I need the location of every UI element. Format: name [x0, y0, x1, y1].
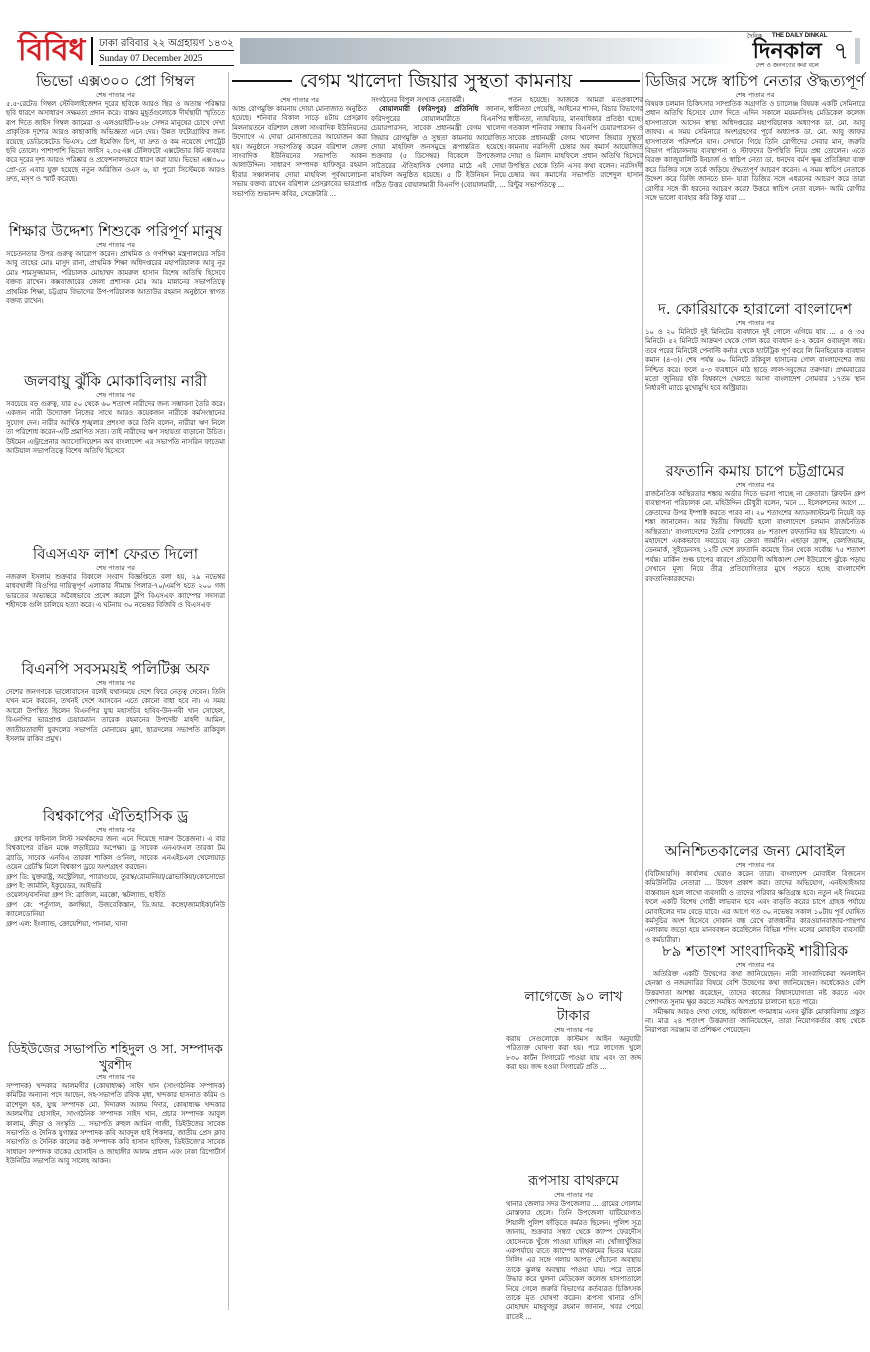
continued-label: শেষ পাতার পর: [554, 1026, 593, 1034]
article-body: সবচেয়ে বড় গুরুত্ব, যার ৫০ থেকে ৬০ শতাংশ নারীদের জন্য সম্ভাবনা তৈরি করে। একজন নারী উদ্যোক্তা নিজের সাথে আরও কয়েকজন নারীকে কর্মসংস্থানের সুযোগ দেন। নারীর আর্থিক শৃঙ্খলার প্রশংসা করে তিনি বলেন, নারীরা ঋণ নিলে তা পরিশোধ করেন-এটি প্রমাণিত সত্য। তাই নারীদের ঋণ সহায়তা বাড়ানো উচিত। উইমেন এন্ট্রাপ্রেনার অ্যাসোসিয়েশন অব বাংলাদেশ এর সভাপতি নাসরিন ফাতেমা আউয়াল সভাপতিত্বে বিশেষ অতিথি হিসেবে: [6, 400, 225, 456]
logo-english: THE DAILY DINKAL: [772, 33, 828, 39]
paragraph: অতিরিক্ত একটি উদ্বেগের কথা জানিয়েছেন। নারী সাংবাদিকেরা অনলাইন হেনস্তা ও নজরদারির বিষয়ে বেশি উদ্বেগের কথা জানিয়েছেন। অর্ধেকেরও বেশি উত্তরদাতা আশঙ্কা করেছেন, তাদের কাজের বিশ্বাসযোগ্যতা নষ্ট করতে এবং পেশাগত সুনাম ক্ষুণ্ণ করতে সমন্বিত অপপ্রচার চালানো হতে পারে।: [645, 970, 865, 1007]
paragraph: গ্রুপের ফাইনাল লিস্ট সমর্থকদের জন্য এনে দিয়েছে দারুণ উত্তেজনা। এ বার বিশ্বকাপের রঙিন মঞ্চে লড়াইয়ের অপেক্ষা। ড্র সাবেক এনএফএল তারকা টম ব্র্যাডি, সাবেক এনবিএ তারকা শাকিল ও'নিল, সাবেক এনএইচএল খেলোয়াড় ওয়েন গ্রেটস্কি মিলে বিশ্বকাপ ড্রয়ে অংশগ্রহণ করছেন।: [6, 835, 225, 872]
top-rule: [18, 31, 852, 32]
paragraph: সমীক্ষায় আরও দেখা গেছে, অধিকাংশ গণমাধ্যম এসব ঝুঁকি মোকাবিলায় প্রস্তুত না। মাত্র ২৪ শতাংশ উত্তরদাতা জানিয়েছেন, তারা নিয়োগকর্তার কাছ থেকে নিরাপত্তা সরঞ্জাম বা প্রশিক্ষণ পেয়েছেন।: [645, 1007, 865, 1035]
masthead-divider: [91, 37, 93, 65]
group-line: গ্রুপ ডি: যুক্তরাষ্ট্র, অস্ট্রেলিয়া, প্যারাগুয়ে, তুরস্ক/রোমানিয়া/স্লোভাকিয়া/কোসোভো গ্রুপ ই: জার্মানি, ইকুয়েডর, আইভরি: [6, 872, 225, 891]
page-number-bar: [855, 38, 860, 64]
article-journalists-survey: [645, 942, 865, 1308]
column-rule: [228, 72, 229, 1310]
article-body: বিষয়ক চলমান চিকিৎসার সাম্প্রতিক অগ্রগতি ও চ্যালেঞ্জ বিষয়ক একটি সেমিনারে প্রধান অতিথি হিসেবে যোগ দিতে এদিন সকালে ময়মনসিংহ মেডিকেল কলেজ হাসপাতালে আসেন স্বাস্থ্য অধিদপ্তরের মহাপরিচালক অধ্যাপক ডা. মো. আবু জাফর। এ সময় সেমিনারে অংশগ্রহণের পূর্বে অধ্যাপক ডা. মো. আবু জাফর হাসপাতাল পরিদর্শনে যান। সেখানে গিয়ে তিনি রোগীদের সেবার মান, জরুরি বিভাগ পরিচালনায় ব্যবস্থাপনা ও স্টাফদের উপস্থিতি নিয়ে প্রশ্ন তোলেন। এতে বিরক্ত ক্যাজুয়ালিটি ইনচার্জ ও স্বাচিপ নেতা ডা. ধনদেব বর্মণ ক্ষুব্ধ প্রতিক্রিয়া ব্যক্ত করে ডিজির সঙ্গে তর্কে জড়িয়ে ঔদ্ধত্যপূর্ণ আচরণ করেন। এ সময় স্বাচিপ নেতাকে উদ্দেশ করে ডিজি জানতে চান- যারা ডিজির সঙ্গে এধরনের আচরণ করে তারা রোগীর সঙ্গে কী ধরনের আচরণ করে? উত্তরে স্বাচিপ নেতা বলেন- আমি রোগীর সঙ্গে ভালো ব্যবহার করি কিন্তু যারা ...: [645, 100, 865, 203]
continued-label: শেষ পাতার পর: [554, 1191, 593, 1199]
article-mobile-strike: [645, 842, 865, 944]
paragraph: সংগঠনের বিপুল সংখ্যক নেতাকর্মী।: [371, 96, 465, 104]
article-export-chattogram: [645, 462, 865, 840]
article-vivo: [6, 72, 225, 220]
headline: বিএনপি সবসময়ই পলিটিক্স অফ: [21, 660, 210, 678]
article-body: আশু রোগমুক্তি কামনায় দোয়া মোনাজাত অনুষ্ঠিত হয়েছে। শনিবার বিকাল সাড়ে ৪টায় প্রেসক্লাব মিলনায়তনে বরিশাল জেলা সাংবাদিক ইউনিয়নের উদ্যোগে এ দোয়া মোনাজাতের আয়োজন করা হয়। অনুষ্ঠানে সভাপতিত্ব করেন বরিশাল জেলা সাংবাদিক ইউনিয়নের সভাপতি আকন আলাউদ্দিন। সাধারণ সম্পাদক হাফিজুর রহমান হীরার সঞ্চালনায় দোয়া মাহফিল পূর্বআলোচনা সভায় বক্তব্য রাখেন বরিশাল প্রেসক্লাবের ভারপ্রাপ্ত সভাপতি শুভানন্দ কবির, সেক্রেটারি ...: [232, 105, 367, 198]
article-education: [6, 222, 225, 370]
headline: ডিইউজের সভাপতি শহিদুল ও সা. সম্পাদক খুরশীদ: [8, 1041, 223, 1072]
article-bsf: [6, 545, 225, 657]
group-line: গ্রুপ এল: ইংল্যান্ড, ক্রোয়েশিয়া, পানামা, ঘানা: [6, 919, 128, 928]
article-luggage: [506, 988, 641, 1168]
headline: ৮৯ শতাংশ সাংবাদিকই শারীরিক: [661, 942, 849, 960]
headline: লাগেজে ৯০ লাখ টাকার: [524, 989, 623, 1024]
article-body: রাজনৈতিক অস্থিরতার শঙ্কায় অর্ডার দিতে ভরসা পাচ্ছে না ক্রেতারা। ক্লিফটন গ্রুপ ব্যবস্থাপনা পরিচালক মো. মহিউদ্দিন চৌধুরী বলেন, 'মনে ... ইলেকশনের আগে ... ক্রেতাদের উপর ইম্পাক্ট করতে পারব না। ২০ শতাংশের অ্যাডজাস্টমেন্ট নিয়েই বড় শঙ্কা জানালেন। আর দ্বিতীয় বিষয়টি হলো বাংলাদেশে চলমান রাজনৈতিক অস্থিরতা।' বাংলাদেশের তৈরি পোশাকের ৪৮ শতাংশ রফতানির হয় ইউরোপে। এ মহাদেশে এককভাবে সবচেয়ে বড় ক্রেতা জার্মানি। এছাড়া ফ্রান্স, বেলজিয়াম, ডেনমার্ক, সুইডেনসহ ১২টি দেশে রফতানি কমেছে তিন থেকে সর্বোচ্চ ৭৫ শতাংশ পর্যন্ত। মার্কিন শুল্ক চাপের কারণে প্রতিযোগী অধিকাংশ দেশ ইউরোপে ঝুঁকে পড়ায় সেখানে মূল্য নিয়ে তীব্র প্রতিযোগিতার মুখে পড়তে হচ্ছে বাংলাদেশি রফতানিকারকদের।: [645, 490, 865, 583]
article-body: করায় সেগুলোকে কাস্টমস আইন অনুযায়ী পরিত্যক্ত ঘোষণা করা হয়। পরে লাগেজ খুলে ৮৩০ কার্টন সিগারেট পাওয়া যায় এবং তা জব্দ করা হয়। জব্দ হওয়া সিগারেট প্রতি ...: [506, 1035, 641, 1072]
masthead-banner: [240, 38, 741, 64]
article-body: নজরুল ইসলাম শুক্রবার বিকালে সংবাদ বিজ্ঞপ্তিতে বলা হয়, ২৯ নভেম্বর মাধবখালী বিওপির দায়িত্বপূর্ণ এলাকার সীমান্ত পিলার-৭০/এমপি হতে ২০০ গজ ভারতের অভ্যন্তরে অবৈধভাবে প্রবেশ করলে টুপি বিএসএফ ক্যাম্পের সদস্যরা শহীদকে গুলি চালিয়ে হত্যা করে। এ ঘটনায় ৩০ নভেম্বর বিজিবি ও বিএসএফ: [6, 573, 225, 610]
dateline: বোয়ালমারী (ফরিদপুর) প্রতিনিধি: [379, 105, 479, 114]
main-headline: বেগম খালেদা জিয়ার সুস্থতা কামনায়: [299, 69, 573, 92]
section-name: বিবিধ: [18, 33, 86, 68]
headline: বিএসএফ লাশ ফেরত দিলো: [32, 545, 199, 563]
headline: জলবায়ু ঝুঁকি মোকাবিলায় নারী: [23, 372, 208, 390]
headline: বিশ্বকাপের ঐতিহাসিক ড্র: [42, 807, 189, 825]
article-body: [645, 970, 865, 1036]
logo-tagline: দেশ ও জনগণের কথা বলে: [755, 62, 819, 69]
continued-label: শেষ পাতার পর: [735, 961, 775, 969]
article-bnp: [6, 660, 225, 805]
logo-prefix: দৈনিক: [746, 33, 763, 40]
article-korea-hockey: [645, 300, 865, 460]
logo-block: [747, 33, 827, 69]
article-body: (বিটিআরসি) কার্যালয় ঘেরাও করেন তারা। বাংলাদেশ মোবাইল বিজনেস কমিউনিটির নেতারা ... উদ্বেগ প্রকাশ করা। তাদের অভিযোগ, এনইআইআর বাস্তবায়ন হলে লাখো ব্যবসায়ী ও তাদের পরিবার ক্ষতিগ্রস্ত হবে। নতুন এই নিয়মের ফলে একটি বিশেষ গোষ্ঠী লাভবান হবে এবং বাড়তি করের চাপে গ্রাহক পর্যায়ে মোবাইলের দাম বেড়ে যাবে। এর আগে গত ৩০ নভেম্বর সকাল ১০টায় পূর্ব ঘোষিত কর্মসূচির অংশ হিসেবে দোকান বন্ধ রেখে রাজধানীর কারওয়ানবাজার-পান্থপথ এলাকায় জড়ো হয়ে মানববন্ধন করেছিলেন বিভিন্ন শপিং মলের মোবাইল ব্যবসায়ী ও কর্মচারীরা।: [645, 870, 865, 944]
headline: অনিশ্চিতকালের জন্য মোবাইল: [664, 842, 846, 860]
continued-label: শেষ পাতার পর: [96, 241, 135, 249]
continued-label: শেষ পাতার পর: [735, 319, 775, 327]
continued-label: শেষ পাতার পর: [280, 96, 319, 104]
date-bangla: ঢাকা রবিবার ২২ অগ্রহায়ণ ১৪৩২: [99, 37, 234, 49]
article-body: [371, 96, 506, 190]
article-body: [6, 835, 225, 929]
article-dueu: [6, 1041, 225, 1306]
group-line: ওয়েলস/বসনিয়া গ্রুপ সি: ব্রাজিল, মরক্কো, স্কটল্যান্ড, হাইতি: [6, 891, 166, 900]
article-body: সম্পাদক) খন্দকার আলমগীর (কোষাধ্যক্ষ) সাইদ খান (সাংগঠনিক সম্পাদক) কমিটির অন্যান্য পদে আছেন, সহ-সভাপতি রফিক মৃধা, খন্দকার হাসনাত করিম ও রাশেদুল হক, যুগ্ম সম্পাদক মো. দিদারুল আলম দিদার, কোষাধ্যক্ষ খন্দকার আলমগীর হোসাইন, সাংগঠনিক সম্পাদক সাইদ খান, প্রচার সম্পাদক আবুল কালাম, ক্রীড়া ও সংস্কৃতি ... সভাপতি রুহুল আমিন গাজী, ডিইউজের সাবেক সভাপতি ও দৈনিক যুগান্তর সম্পাদক কবি আবদুল হাই শিকদার, জাতীয় প্রেস ক্লাব সভাপতি ও দৈনিক কালের কণ্ঠ সম্পাদক কবি হাসান হাফিজ, ডিইউজে'র সাবেক সাধারণ সম্পাদক বাকের হোসাইন ও জাহাঙ্গীর আলম প্রধান এবং ঢাকা রিপোর্টার্স ইউনিটির সভাপতি আবু সালেহ আকন।: [6, 1082, 225, 1166]
article-climate-women: [6, 372, 225, 542]
continued-label: শেষ পাতার পর: [96, 564, 135, 572]
article-body: সচেতনতার উপর গুরুত্ব আরোপ করেন। প্রাথমিক ও গণশিক্ষা মন্ত্রণালয়ের সচিব আবু তাহের মোঃ মাসুদ রানা, প্রাথমিক শিক্ষা অধিদপ্তরের মহাপরিচালক আবু নূর মোঃ শামসুজ্জামান, পরিচালক মোহাম্মদ কামরুল হাসান বিশেষ অতিথি হিসেবে বক্তব্য রাখেন। কক্সবাজারের জেলা প্রশাসক মোঃ আঃ মান্নানের সভাপতিত্বে প্রাথমিক শিক্ষা, চট্টগ্রাম বিভাগের উপ-পরিচালক আতাউর রহমান অনুষ্ঠানে স্বাগত বক্তব্য রাখেন।: [6, 250, 225, 306]
continued-label: শেষ পাতার পর: [735, 861, 775, 869]
headline: দ. কোরিয়াকে হারালো বাংলাদেশ: [658, 300, 852, 318]
article-body: দেশের জনগণকে ভালোবাসেন বলেই যথাসময়ে দেশে ফিরে নেতৃত্ব দেবেন। তিনি যখন মনে করবেন, তখনই দেশে আসবেন এতে কোনো বাধা হবে না। এ সময় আরো উপস্থিত ছিলেন বিএনপির যুগ্ম মহাসচিব হাবিব-উন-নবী খান সোহেল, বিএনপির ভারপ্রাপ্ত চেয়ারম্যান তারেক রহমানের উপদেষ্টা মাহদী আমিন, জাতীয়তাবাদী যুবদলের সভাপতি মোনায়েম মুন্না, ছাত্রদলের সভাপতি রাকিবুল ইসলাম রাকিব প্রমুখ।: [6, 688, 225, 744]
masthead: [18, 33, 860, 69]
continued-label: শেষ পাতার পর: [96, 826, 135, 834]
paragraph: জানান, ফরিদপুরের বোয়ালমারীতে বিএনপির চেয়ারপারসন, সাবেক প্রধানমন্ত্রী বেগম খালেদা জিয়ার রোগমুক্তি ও সুস্থতা কামনায় আয়োজিত দোয়া মাহফিল জনসমুদ্রে রূপান্তরিত হয়েছে। শুক্রবার (৫ ডিসেম্বর) বিকেলে উপজেলার সাতৈরের ঐতিহাসিক খেলার মাঠে এই দোয়া মাহফিল অনুষ্ঠিত হয়েছে। ৫ টি ইউনিয়ন নিয়ে গঠিত উত্তর বোয়ালমারী বিএনপি (বোয়ালমারী, ...: [371, 105, 506, 189]
headline: ডিজির সঙ্গে স্বাচিপ নেতার ঔদ্ধত্যপূর্ণ: [645, 72, 865, 90]
continued-label: শেষ পাতার পর: [96, 391, 135, 399]
headline: ভিভো এক্স৩০০ প্রো গিম্বল: [36, 72, 195, 90]
article-body: ১০ ও ২০ মিনিটে দুই মিনিটের ব্যবধানে দুই গোলে এগিয়ে যায় ... ৫ ও ৩৫ মিনিটে। ৫২ মিনিটে আক্রমণ থেকে গোল করে ব্যবধান ৪-২ করেন ওবায়দুল জয়। তবে পরের মিনিটেই পেনাল্টি কর্নার থেকে হ্যাটট্রিক পূর্ণ করে লি মিনহিয়োক ব্যবধান কমান (৪-৩)। শেষ পর্যন্ত ৬০ মিনিটে রকিবুল হাসানের গোল বাংলাদেশের জয় নিশ্চিত করে। ফলে ৫-৩ ব্যবধানে মাঠ ছাড়ে লাল-সবুজের তরুণরা। প্রথমবারের মতো জুনিয়র হকি বিশ্বকাপে খেলতে আসা বাংলাদেশ সোমবার ১৭তম স্থান নির্ধারণী ম্যাচে মুখোমুখি হবে অস্ট্রিয়ার।: [645, 328, 865, 393]
article-rupsha: [506, 1172, 641, 1321]
group-line: গ্রুপ কে: পর্তুগাল, কলম্বিয়া, উজবেকিস্তান, ডি.আর. কঙ্গো/জামাইকা/নিউ ক্যালেডোনিয়া: [6, 900, 225, 919]
continued-label: শেষ পাতার পর: [735, 91, 775, 99]
main-story-column-2: [371, 96, 506, 1306]
headline: শিক্ষার উদ্দেশ্য শিশুকে পরিপূর্ণ মানুষ: [8, 222, 223, 240]
page-number: ৭: [833, 37, 849, 65]
continued-label: শেষ পাতার পর: [735, 481, 775, 489]
article-body: থানার জেলার সদর উপজেলার ... গ্রামের গোলাম মোস্তফার ছেলে। তিনি উপজেলা যাটিয়োগাত শিয়ালী পুলিশ ফাঁড়িতে কর্মরত ছিলেন। পুলিশ সূত্র জানায়, শুক্রবার সন্ধ্যা থেকে ক্যাম্প ফেরদৌস হোসেনকে খুঁজে পাওয়া যাচ্ছিল না। খোঁজাখুঁজির একপর্যায়ে রাতে ক্যাম্পের বাথরুমের ভিতর ঘরের সিলিং এর সঙ্গে গলায় আপড় পেঁচানো অবস্থায় তাকে ঝুলন্ত অবস্থায় পাওয়া যায়। পরে তাকে উদ্ধার করে খুলনা মেডিকেল কলেজ হাসপাতালে নিয়ে গেলে জরুরি বিভাগের কর্তব্যরত চিকিৎসক তাকে মৃত ঘোষণা করেন। রূপসা থানার ওসি মোহাম্মদ মাহফুজুর রহমান জানান, খবর পেয়ে রাতেই ...: [506, 1200, 641, 1321]
article-body: ৫.৫-রেটেড গিম্বল স্টেবিলাইজেশন দূরের ছবিকে আরও স্থির ও অত্যন্ত পরিষ্কার ছবি ধারণে অসাধারণ সক্ষমতা প্রদান করে। বাস্তব মুহূর্তগুলোকে দীর্ঘস্থায়ী স্মৃতিতে রূপ দিতে জাইস গিম্বল ক্যামেরা ও এলওয়াইটি-৮২৮ সেন্সর মানুষের চোখে দেখা প্রাকৃতিক দৃশ্যের আরও কাছাকাছি অভিজ্ঞতা এনে দেয়। উন্নত ফটোগ্রাফির জন্য রয়েছে ডেডিকেটেড ভিএস১ প্রো ইমেজিং চিপ, যা দ্রুত ও কম নয়েজে পোর্ট্রেট ছবি তোলে। পাশাপাশি ভিভো জাইস ২.৩৫এক্স টেলিফটো এক্সটেন্ডার কিট ব্যবহার করে দূরের দৃশ্য আরও পরিষ্কার ও প্রফেশনালভাবে ধারণ করা যায়। ভিভো এক্স৩০০ প্রো-তে এবার যুক্ত হয়েছে নতুন অরিজিন ওএস ৬, যা পুরো সিস্টেমকে আরও দ্রুত, মসৃণ ও স্মার্ট করেছে।: [6, 100, 225, 184]
main-headline-row: [232, 70, 640, 92]
headline: রফতানি কমায় চাপে চট্টগ্রামের: [665, 462, 845, 480]
headline: রূপসায় বাথরুমে: [528, 1173, 619, 1189]
main-story-column-3: [508, 96, 643, 984]
continued-label: শেষ পাতার পর: [96, 91, 135, 99]
article-body: পতন হয়েছে। আজকে আমরা মতপ্রকাশের স্বাধীনতা পেয়েছি, আইনের শাসন, বিচার বিভাগের স্বাধীনতা, ন্যায়বিচার, মানবাধিকার প্রতিষ্ঠা হচ্ছে। গতকাল শনিবার সন্ধ্যায় বিএনপি চেয়ারপারসন ও সাবেক প্রধানমন্ত্রী বেগম খালেদা জিয়ার সুস্থতা কামনায় নরসিংদী চেম্বার অব কমার্স আয়োজিত দোয়া ও মিলাদ মাহফিলে প্রধান অতিথি হিসেবে উপস্থিত থেকে তিনি এসব কথা বলেন। নরসিংদী চেম্বার অব কমার্সের সভাপতি রাশেদুল হাসান রিন্টুর সভাপতিত্বে ...: [508, 96, 643, 189]
article-dg-swachip: [645, 72, 865, 298]
headline-rule: [232, 80, 292, 82]
newspaper-logo: দিনকাল: [752, 38, 822, 64]
headline-rule: [580, 80, 640, 82]
continued-label: শেষ পাতার পর: [96, 1073, 135, 1081]
date-block: [99, 37, 233, 66]
article-world-cup-draw: [6, 807, 225, 1039]
date-english: Sunday 07 December 2025: [99, 53, 233, 66]
main-story-column-1: [232, 96, 367, 1306]
continued-label: শেষ পাতার পর: [96, 679, 135, 687]
